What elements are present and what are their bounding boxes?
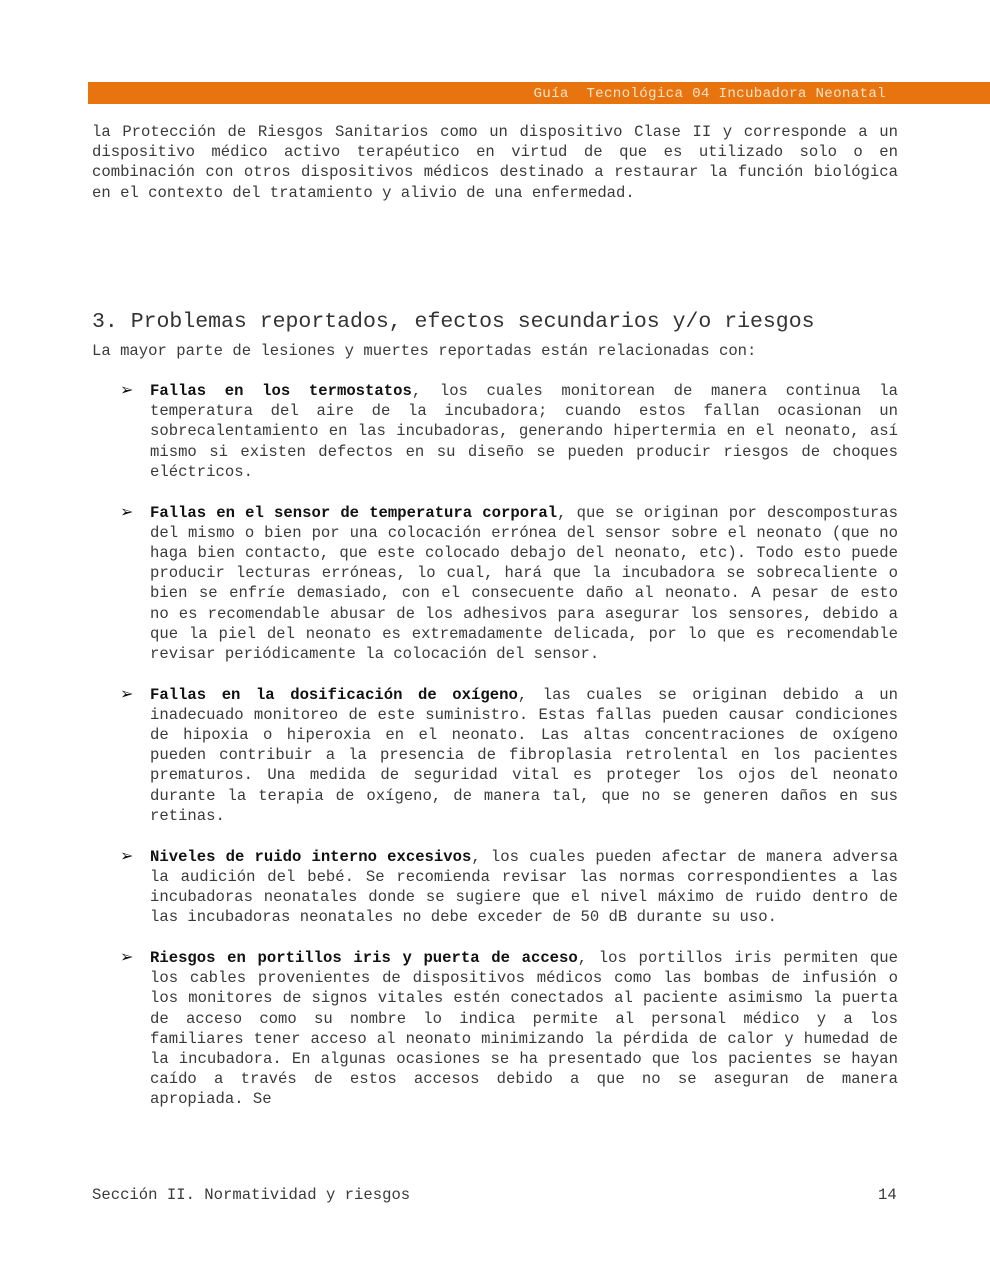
list-item-text xyxy=(150,847,898,928)
list-item-title: Fallas en el sensor de temperatura corporal xyxy=(150,503,558,522)
list-item-title: Niveles de ruido interno excesivos xyxy=(150,847,472,866)
section-heading: 3. Problemas reportados, efectos secundarios y/o riesgos xyxy=(92,309,815,334)
list-item-text xyxy=(150,948,898,1110)
arrow-bullet-icon: ➢ xyxy=(120,845,134,865)
arrow-bullet-icon: ➢ xyxy=(120,380,134,400)
list-item-title: Fallas en la dosificación de oxígeno xyxy=(150,685,518,704)
intro-paragraph: la Protección de Riesgos Sanitarios como un dispositivo Clase II y corresponde a un dispositivo médico activo terapéutico en virtud de que es utilizado solo o en combinación con otros dispositivos médicos destinado a restaurar la función biológica en el contexto del tratamiento y alivio de una enfermedad. xyxy=(92,123,898,202)
list-item xyxy=(92,685,898,826)
header-title: Guía Tecnológica 04 Incubadora Neonatal xyxy=(533,86,886,102)
list-item-text xyxy=(150,503,898,665)
list-item-text xyxy=(150,381,898,482)
header-bar xyxy=(88,82,990,104)
list-item xyxy=(92,381,898,482)
list-item xyxy=(92,503,898,665)
list-item-body: , los cuales pueden afectar de manera adversa la audición del bebé. Se recomienda revisar las normas correspondientes a las incubadoras neonatales donde se sugiere que el nivel máximo de ruido dentro de las incubadoras neonatales no debe exceder de 50 dB durante su uso. xyxy=(150,847,898,927)
list-item-title: Fallas en los termostatos xyxy=(150,382,412,401)
list-item-body: , los portillos iris permiten que los cables provenientes de dispositivos médicos como las bombas de infusión o los monitores de signos vitales estén conectados al paciente asimismo la puerta de acceso como su nombre lo indica permite al personal médico y a los familiares tener acceso al neonato minimizando la pérdida de calor y humedad de la incubadora. En algunas ocasiones se ha presentado que los pacientes se hayan caído a través de estos accesos debido a que no se aseguran de manera apropiada. Se xyxy=(150,948,898,1109)
list-item xyxy=(92,948,898,1110)
page-content xyxy=(92,122,898,1130)
arrow-bullet-icon: ➢ xyxy=(120,946,134,966)
arrow-bullet-icon: ➢ xyxy=(120,501,134,521)
footer-section-label: Sección II. Normatividad y riesgos xyxy=(92,1186,411,1204)
risk-list xyxy=(92,381,898,1110)
list-item-text xyxy=(150,685,898,826)
list-item-body: , que se originan por descomposturas del mismo o bien por una colocación errónea del sensor sobre el neonato (que no haga bien contacto, que este colocado debajo del neonato, etc). Todo esto puede producir lecturas erróneas, lo cual, hará que la incubadora se sobrecaliente o bien se enfríe demasiado, con el consecuente daño al neonato. A pesar de esto no es recomendable abusar de los adhesivos para asegurar los sensores, debido a que la piel del neonato es extremadamente delicada, por lo que es recomendable revisar periódicamente la colocación del sensor. xyxy=(150,503,898,663)
arrow-bullet-icon: ➢ xyxy=(120,683,134,703)
page-number: 14 xyxy=(878,1186,897,1204)
section-intro: La mayor parte de lesiones y muertes reportadas están relacionadas con: xyxy=(92,341,757,360)
list-item-body: , las cuales se originan debido a un inadecuado monitoreo de este suministro. Estas fallas pueden causar condiciones de hipoxia o hiperoxia en el neonato. Las altas concentraciones de oxígeno pueden contribuir a la presencia de fibroplasia retrolental en los pacientes prematuros. Una medida de seguridad vital es proteger los ojos del neonato durante la terapia de oxígeno, de manera tal, que no se generen daños en sus retinas. xyxy=(150,685,898,825)
list-item xyxy=(92,847,898,928)
list-item-title: Riesgos en portillos iris y puerta de acceso xyxy=(150,948,578,967)
list-item-body: , los cuales monitorean de manera continua la temperatura del aire de la incubadora; cuando estos fallan ocasionan un sobrecalentamiento en las incubadoras, generando hipertermia en el neonato, así mismo si existen defectos en su diseño se pueden producir riesgos de choques eléctricos. xyxy=(150,382,898,481)
